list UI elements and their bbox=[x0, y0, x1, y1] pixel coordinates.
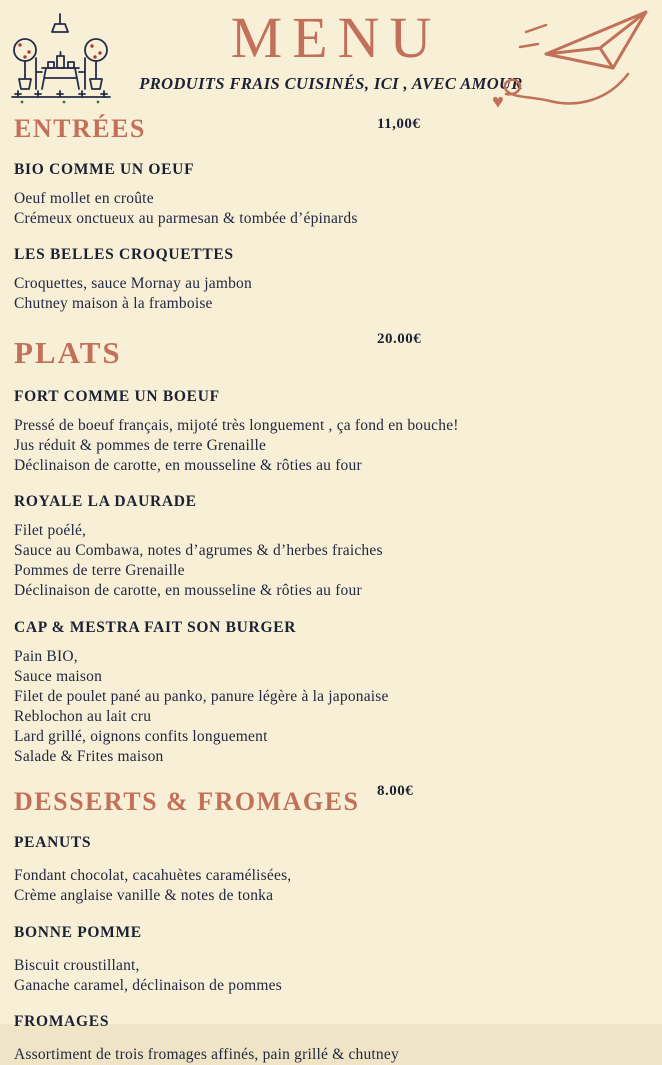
menu-item bbox=[14, 161, 642, 229]
item-lines bbox=[14, 189, 642, 229]
menu-item bbox=[14, 493, 642, 602]
item-description-line: Pain BIO, bbox=[14, 647, 78, 665]
section-items bbox=[14, 388, 642, 768]
item-description-line: Salade & Frites maison bbox=[14, 748, 164, 766]
section-title: DESSERTS & FROMAGES bbox=[14, 787, 360, 817]
item-lines bbox=[14, 1045, 642, 1065]
menu-header bbox=[0, 0, 662, 113]
item-title: BIO COMME UN OEUF bbox=[14, 160, 195, 178]
menu-item bbox=[14, 924, 642, 996]
menu-item bbox=[14, 834, 642, 906]
section-title: PLATS bbox=[14, 334, 122, 370]
menu-item bbox=[14, 388, 642, 476]
item-description-line: Déclinaison de carotte, en mousseline & rôties au four bbox=[14, 582, 362, 600]
section-price: 20.00€ bbox=[377, 330, 422, 347]
section-items bbox=[14, 161, 642, 315]
item-description-line: Crème anglaise vanille & notes de tonka bbox=[14, 887, 274, 905]
item-lines bbox=[14, 274, 642, 314]
item-lines bbox=[14, 647, 642, 768]
section-title: ENTRÉES bbox=[14, 113, 146, 143]
item-title: ROYALE LA DAURADE bbox=[14, 492, 197, 510]
cafe-scene-icon bbox=[8, 12, 114, 106]
item-lines bbox=[14, 866, 642, 906]
item-title: CAP & MESTRA FAIT SON BURGER bbox=[14, 618, 297, 636]
item-description-line: Crémeux onctueux au parmesan & tombée d’épinards bbox=[14, 210, 358, 228]
menu-subtitle: PRODUITS FRAIS CUISINÉS, ICI , AVEC AMOUR bbox=[139, 73, 523, 93]
item-title: FORT COMME UN BOEUF bbox=[14, 387, 220, 405]
menu-item bbox=[14, 246, 642, 314]
heart-icon: ♥ bbox=[492, 91, 504, 113]
item-description-line: Filet de poulet pané au panko, panure légère à la japonaise bbox=[14, 687, 389, 705]
item-description-line: Chutney maison à la framboise bbox=[14, 295, 213, 313]
item-description-line: Ganache caramel, déclinaison de pommes bbox=[14, 976, 282, 994]
item-description-line: Filet poélé, bbox=[14, 521, 87, 539]
item-description-line: Déclinaison de carotte, en mousseline & rôties au four bbox=[14, 456, 362, 474]
item-description-line: Oeuf mollet en croûte bbox=[14, 189, 154, 207]
item-description-line: Assortiment de trois fromages affinés, pain grillé & chutney bbox=[14, 1045, 399, 1063]
menu-sections bbox=[0, 94, 662, 1065]
section-items bbox=[14, 834, 642, 1065]
item-lines bbox=[14, 521, 642, 602]
item-description-line: Sauce au Combawa, notes d’agrumes & d’herbes fraiches bbox=[14, 542, 383, 560]
item-lines bbox=[14, 956, 642, 996]
section-price: 8.00€ bbox=[377, 783, 414, 800]
item-title: FROMAGES bbox=[14, 1012, 110, 1030]
item-description-line: Croquettes, sauce Mornay au jambon bbox=[14, 275, 252, 293]
menu-item bbox=[14, 619, 642, 768]
menu-section bbox=[14, 767, 642, 1065]
item-description-line: Sauce maison bbox=[14, 667, 103, 685]
item-lines bbox=[14, 416, 642, 476]
item-description-line: Fondant chocolat, cacahuètes caramélisées, bbox=[14, 867, 292, 885]
item-description-line: Pommes de terre Grenaille bbox=[14, 562, 185, 580]
menu-section bbox=[14, 100, 642, 315]
item-description-line: Biscuit croustillant, bbox=[14, 956, 140, 974]
item-title: BONNE POMME bbox=[14, 923, 142, 941]
menu-item bbox=[14, 1013, 642, 1065]
menu-title: MENU bbox=[230, 5, 442, 70]
item-description-line: Pressé de boeuf français, mijoté très longuement , ça fond en bouche! bbox=[14, 416, 459, 434]
section-price: 11,00€ bbox=[377, 115, 421, 132]
item-title: LES BELLES CROQUETTES bbox=[14, 246, 234, 264]
item-title: PEANUTS bbox=[14, 834, 92, 852]
menu-section bbox=[14, 315, 642, 768]
item-description-line: Reblochon au lait cru bbox=[14, 707, 152, 725]
item-description-line: Jus réduit & pommes de terre Grenaille bbox=[14, 436, 267, 454]
item-description-line: Lard grillé, oignons confits longuement bbox=[14, 728, 268, 746]
